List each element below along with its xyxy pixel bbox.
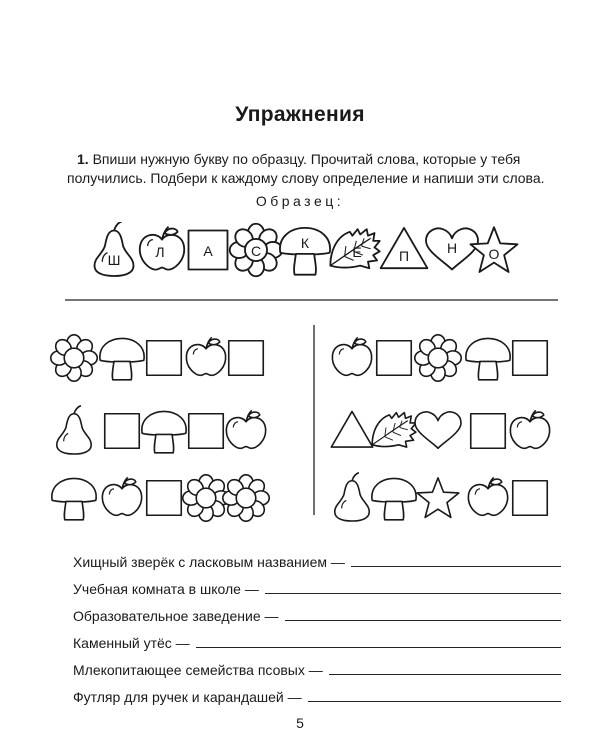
definition-row: [73, 604, 561, 624]
square-icon: [147, 341, 182, 376]
flower-icon: [223, 475, 269, 521]
legend-letter: Н: [446, 240, 458, 256]
mushroom-icon: [372, 478, 416, 519]
star-icon: [417, 478, 459, 518]
answer-line[interactable]: [196, 647, 561, 648]
square-icon: [189, 414, 224, 449]
answer-line[interactable]: [265, 593, 561, 594]
square-icon: [513, 481, 548, 516]
apple-icon: [226, 410, 265, 448]
definition-text: Футляр для ручек и карандашей —: [73, 689, 302, 705]
task-text: [67, 150, 567, 188]
legend-letter: Л: [155, 244, 165, 260]
legend-letter: К: [300, 235, 310, 251]
task-number: 1.: [77, 151, 89, 167]
definition-row: [73, 550, 561, 570]
definition-text: Хищный зверёк с ласковым названием —: [73, 554, 345, 570]
triangle-icon: [331, 411, 372, 447]
definition-row: [73, 685, 561, 705]
square-icon: [513, 341, 548, 376]
flower-icon: [51, 335, 97, 381]
square-icon: [377, 341, 412, 376]
definition-text: Учебная комната в школе —: [73, 581, 259, 597]
square-icon: [147, 481, 182, 516]
pear-icon: [57, 406, 92, 454]
legend-letter: А: [203, 243, 213, 259]
legend-letter: С: [250, 243, 262, 259]
page-title: Упражнения: [235, 103, 365, 126]
apple-icon: [510, 410, 549, 448]
definition-text: Образовательное заведение —: [73, 608, 279, 624]
divider: [0, 298, 600, 302]
definition-row: [73, 631, 561, 651]
legend-letter: П: [398, 248, 410, 264]
mushroom-icon: [466, 338, 510, 379]
square-icon: [471, 414, 506, 449]
leaf-icon: [372, 413, 416, 448]
definition-row: [73, 658, 561, 678]
definition-row: [73, 577, 561, 597]
legend-letter: Ш: [107, 252, 121, 268]
apple-icon: [468, 477, 507, 515]
sample-label: Образец:: [255, 193, 345, 209]
mushroom-icon: [142, 411, 186, 452]
square-icon: [105, 414, 140, 449]
mushroom-icon: [100, 338, 144, 379]
page-number: 5: [296, 715, 304, 731]
answer-line[interactable]: [351, 566, 561, 567]
puzzle-grid: [0, 320, 600, 530]
apple-icon: [186, 337, 225, 375]
apple-icon: [332, 337, 371, 375]
apple-icon: [102, 477, 141, 515]
legend-letter: Е: [352, 244, 362, 260]
square-icon: [229, 341, 264, 376]
task-instruction: Впиши нужную букву по образцу. Прочитай слова, которые у тебя получились. Подбери к каждому слову определение и напиши эти слова.: [67, 151, 545, 186]
legend-letter: О: [488, 246, 500, 262]
answer-line[interactable]: [329, 674, 561, 675]
answer-line[interactable]: [308, 701, 561, 702]
pear-icon: [335, 473, 370, 521]
heart-icon: [415, 412, 461, 448]
answer-line[interactable]: [285, 620, 561, 621]
definition-text: Каменный утёс —: [73, 635, 190, 651]
flower-icon: [415, 335, 461, 381]
definition-text: Млекопитающее семейства псовых —: [73, 662, 323, 678]
mushroom-icon: [52, 478, 96, 519]
legend-row: [0, 222, 600, 282]
